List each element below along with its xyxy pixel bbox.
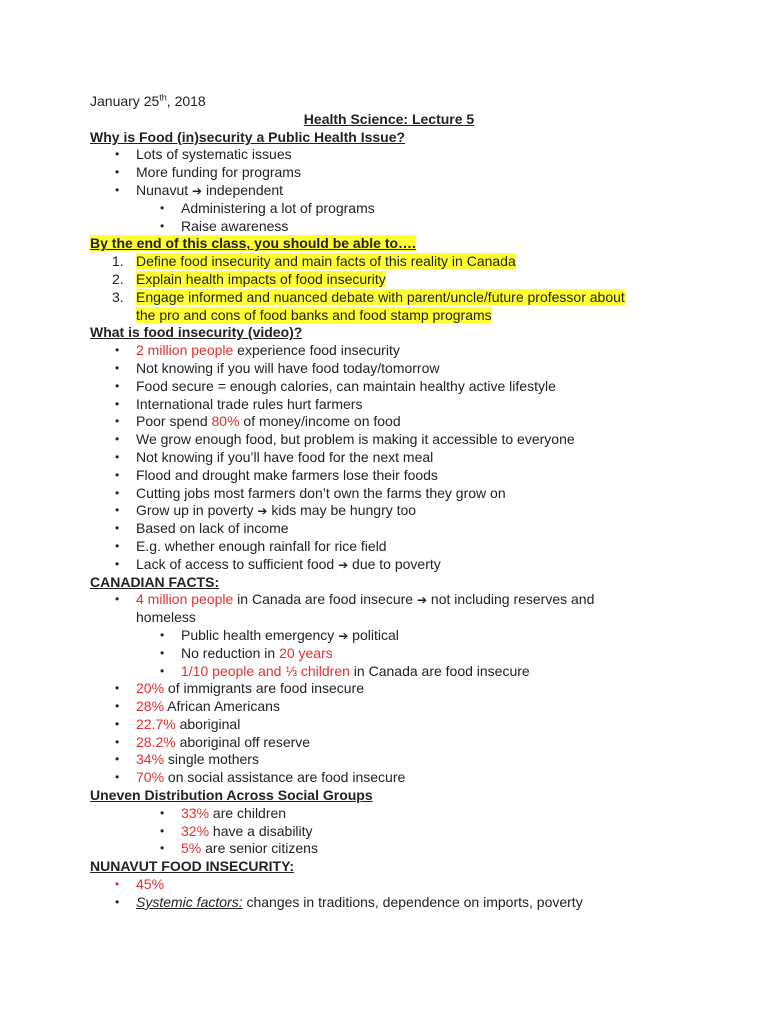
highlight-figure: 20 years bbox=[279, 644, 333, 661]
date-sup: th bbox=[159, 92, 167, 103]
sub-list-item bbox=[90, 805, 728, 823]
item-text: experience food insecurity bbox=[233, 342, 400, 359]
item-text: not including reserves and bbox=[427, 591, 595, 608]
list-item: • International trade rules hurt farmers bbox=[90, 396, 728, 414]
highlight-figure: 34% bbox=[136, 751, 165, 768]
stat-item bbox=[90, 769, 728, 787]
highlight-figure: 32% bbox=[181, 822, 210, 839]
item-text: aboriginal bbox=[175, 715, 241, 732]
arrow-icon: ➔ bbox=[338, 628, 349, 643]
list-item: • Not knowing if you will have food today/tomorrow bbox=[90, 360, 728, 378]
numbered-item bbox=[90, 289, 728, 307]
section-heading-public-health: Why is Food (in)security a Public Health Issue? bbox=[90, 128, 406, 145]
page-title: Health Science: Lecture 5 bbox=[303, 110, 475, 127]
list-item: • Lots of systematic issues bbox=[90, 146, 728, 164]
date-year: , 2018 bbox=[166, 93, 206, 109]
highlight-figure: 5% bbox=[181, 840, 202, 857]
list-item bbox=[90, 413, 728, 431]
highlight-figure: 4 million people bbox=[136, 591, 234, 608]
list-item bbox=[90, 591, 728, 609]
date-text: January 25 bbox=[90, 93, 160, 109]
item-text: kids may be hungry too bbox=[267, 502, 417, 519]
section-heading-uneven-distribution: Uneven Distribution Across Social Groups bbox=[90, 787, 373, 804]
sub-list-item bbox=[90, 840, 728, 858]
sub-list-item bbox=[90, 645, 728, 663]
stat-item bbox=[90, 680, 728, 698]
list-item: • Not knowing if you’ll have food for the next meal bbox=[90, 449, 728, 467]
item-text: No reduction in bbox=[181, 644, 280, 661]
highlight-figure: 28.2% bbox=[136, 733, 176, 750]
numbered-item bbox=[90, 271, 728, 289]
section-heading-nunavut: NUNAVUT FOOD INSECURITY: bbox=[90, 858, 295, 875]
item-text: Public health emergency bbox=[181, 626, 339, 643]
item-text: Lack of access to sufficient food bbox=[136, 555, 339, 572]
sub-list-item bbox=[90, 663, 728, 681]
list-item: • Based on lack of income bbox=[90, 520, 728, 538]
arrow-icon: ➔ bbox=[416, 593, 428, 608]
item-text: are children bbox=[209, 804, 287, 821]
arrow-icon: ➔ bbox=[338, 557, 349, 572]
list-item: • We grow enough food, but problem is making it accessible to everyone bbox=[90, 431, 728, 449]
highlight-figure: 1/10 people and ⅓ children bbox=[181, 662, 350, 679]
list-item-continuation: homeless bbox=[136, 609, 196, 626]
date-line bbox=[90, 93, 728, 111]
highlight-figure: 45% bbox=[136, 876, 165, 893]
item-text: of money/income on food bbox=[239, 413, 401, 430]
stat-item bbox=[90, 716, 728, 734]
list-item bbox=[90, 894, 728, 912]
item-text: on social assistance are food insecure bbox=[164, 769, 406, 786]
highlight-figure: 70% bbox=[136, 769, 165, 786]
item-text: independent bbox=[206, 181, 284, 198]
numbered-item-continuation bbox=[90, 307, 728, 325]
stat-item bbox=[90, 734, 728, 752]
arrow-icon: ➔ bbox=[257, 504, 268, 519]
list-item bbox=[90, 556, 728, 574]
item-text: in Canada are food insecure bbox=[233, 591, 417, 608]
list-item bbox=[90, 876, 728, 894]
sub-list-item: • Administering a lot of programs bbox=[90, 200, 728, 218]
sub-list-item bbox=[90, 823, 728, 841]
item-number: 2. bbox=[112, 270, 124, 287]
highlight-figure: 2 million people bbox=[136, 342, 234, 359]
list-item bbox=[90, 182, 728, 200]
item-text: Grow up in poverty bbox=[136, 502, 258, 519]
section-heading-video: What is food insecurity (video)? bbox=[90, 324, 303, 341]
list-item: • Flood and drought make farmers lose their foods bbox=[90, 467, 728, 485]
section-heading-canadian-facts: CANADIAN FACTS: bbox=[90, 573, 220, 590]
item-number: 3. bbox=[112, 288, 124, 305]
list-item: • Food secure = enough calories, can maintain healthy active lifestyle bbox=[90, 378, 728, 396]
stat-item bbox=[90, 751, 728, 769]
highlight-figure: 22.7% bbox=[136, 715, 176, 732]
item-text: political bbox=[348, 626, 399, 643]
list-item bbox=[90, 502, 728, 520]
item-text: due to poverty bbox=[348, 555, 441, 572]
item-number: 1. bbox=[112, 253, 124, 270]
section-heading-objectives bbox=[90, 235, 728, 253]
highlight-figure: 80% bbox=[211, 413, 240, 430]
item-text: are senior citizens bbox=[201, 840, 318, 857]
item-text: Poor spend bbox=[136, 413, 212, 430]
highlight-figure: 20% bbox=[136, 680, 165, 697]
arrow-icon: ➔ bbox=[192, 183, 203, 198]
numbered-item bbox=[90, 253, 728, 271]
item-text: the pro and cons of food banks and food stamp programs bbox=[136, 306, 492, 323]
highlight-figure: 33% bbox=[181, 804, 210, 821]
list-item: • E.g. whether enough rainfall for rice field bbox=[90, 538, 728, 556]
item-text: changes in traditions, dependence on imports, poverty bbox=[242, 893, 583, 910]
highlight-figure: 28% bbox=[136, 698, 165, 715]
stat-item bbox=[90, 698, 728, 716]
item-text: aboriginal off reserve bbox=[175, 733, 311, 750]
heading-text: By the end of this class, you should be able to…. bbox=[90, 235, 416, 252]
item-label: Systemic factors: bbox=[136, 893, 243, 910]
item-text: African Americans bbox=[164, 698, 280, 715]
item-text: Nunavut bbox=[136, 181, 189, 198]
sub-list-item: • Raise awareness bbox=[90, 218, 728, 236]
item-text: single mothers bbox=[164, 751, 259, 768]
list-item: • Cutting jobs most farmers don’t own the farms they grow on bbox=[90, 485, 728, 503]
item-text: Engage informed and nuanced debate with parent/uncle/future professor about bbox=[136, 288, 625, 305]
item-text: in Canada are food insecure bbox=[349, 662, 530, 679]
list-item: • More funding for programs bbox=[90, 164, 728, 182]
sub-list-item bbox=[90, 627, 728, 645]
item-text: of immigrants are food insecure bbox=[164, 680, 365, 697]
item-text: Explain health impacts of food insecurity bbox=[136, 270, 386, 287]
item-text: Define food insecurity and main facts of this reality in Canada bbox=[136, 253, 516, 270]
item-text: have a disability bbox=[209, 822, 313, 839]
list-item bbox=[90, 342, 728, 360]
